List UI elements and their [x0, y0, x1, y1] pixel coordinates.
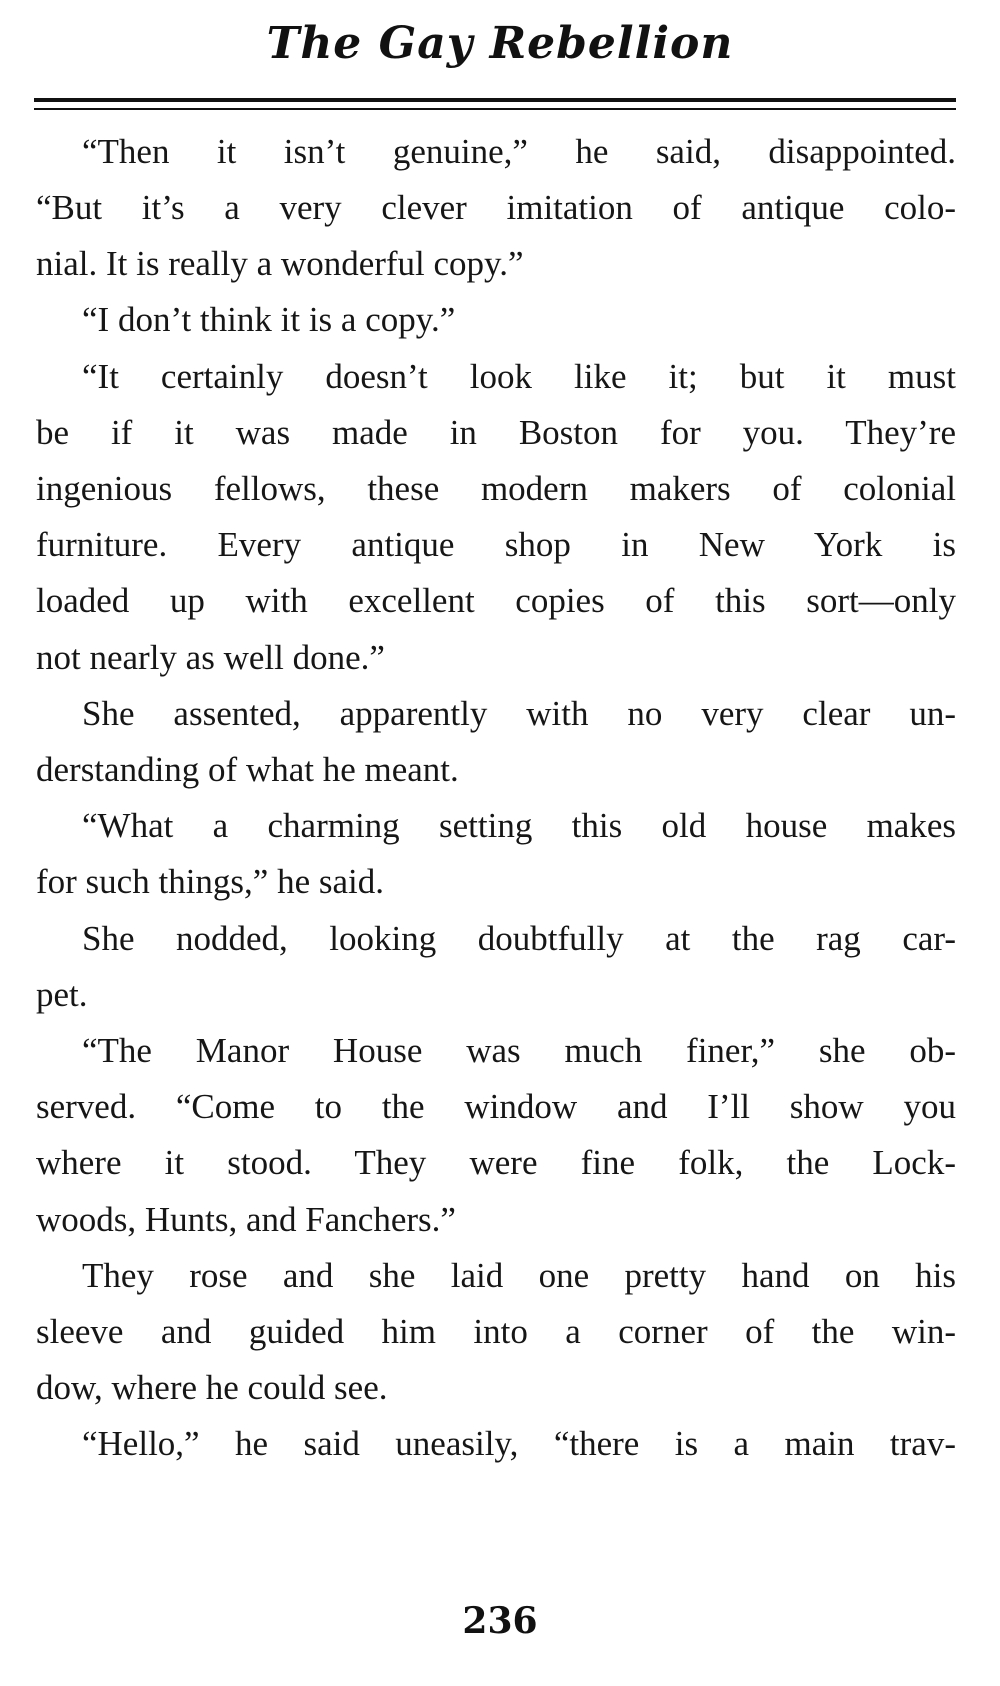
text-line: ingenious fellows, these modern makers of colonial: [36, 469, 956, 508]
text-line: She nodded, looking doubtfully at the rag car-: [82, 919, 956, 958]
text-line: dow, where he could see.: [36, 1368, 388, 1407]
text-line: “It certainly doesn’t look like it; but it must: [82, 357, 956, 396]
text-line: They rose and she laid one pretty hand on his: [82, 1256, 956, 1295]
text-line: “The Manor House was much finer,” she ob-: [82, 1031, 956, 1070]
text-line: loaded up with excellent copies of this sort—only: [36, 581, 956, 620]
text-line: “What a charming setting this old house makes: [82, 806, 956, 845]
text-line: pet.: [36, 975, 88, 1014]
text-line: “But it’s a very clever imitation of antique colo-: [36, 188, 956, 227]
header-rule-thick: [34, 98, 956, 102]
text-line: nial. It is really a wonderful copy.”: [36, 244, 524, 283]
text-line: for such things,” he said.: [36, 862, 384, 901]
text-line: derstanding of what he meant.: [36, 750, 459, 789]
text-line: “I don’t think it is a copy.”: [82, 300, 456, 339]
text-line: She assented, apparently with no very clear un-: [82, 694, 956, 733]
text-line: “Hello,” he said uneasily, “there is a main trav-: [82, 1424, 956, 1463]
text-line: where it stood. They were fine folk, the Lock-: [36, 1143, 956, 1182]
text-line: not nearly as well done.”: [36, 638, 385, 677]
header-rule-thin: [34, 108, 956, 110]
text-line: sleeve and guided him into a corner of the win-: [36, 1312, 956, 1351]
running-title: The Gay Rebellion: [266, 18, 734, 69]
text-line: furniture. Every antique shop in New York is: [36, 525, 956, 564]
text-line: woods, Hunts, and Fanchers.”: [36, 1200, 456, 1239]
text-line: “Then it isn’t genuine,” he said, disappointed.: [82, 132, 956, 171]
page-number: 236: [462, 1600, 538, 1642]
text-line: served. “Come to the window and I’ll show you: [36, 1087, 956, 1126]
text-line: be if it was made in Boston for you. They’re: [36, 413, 956, 452]
